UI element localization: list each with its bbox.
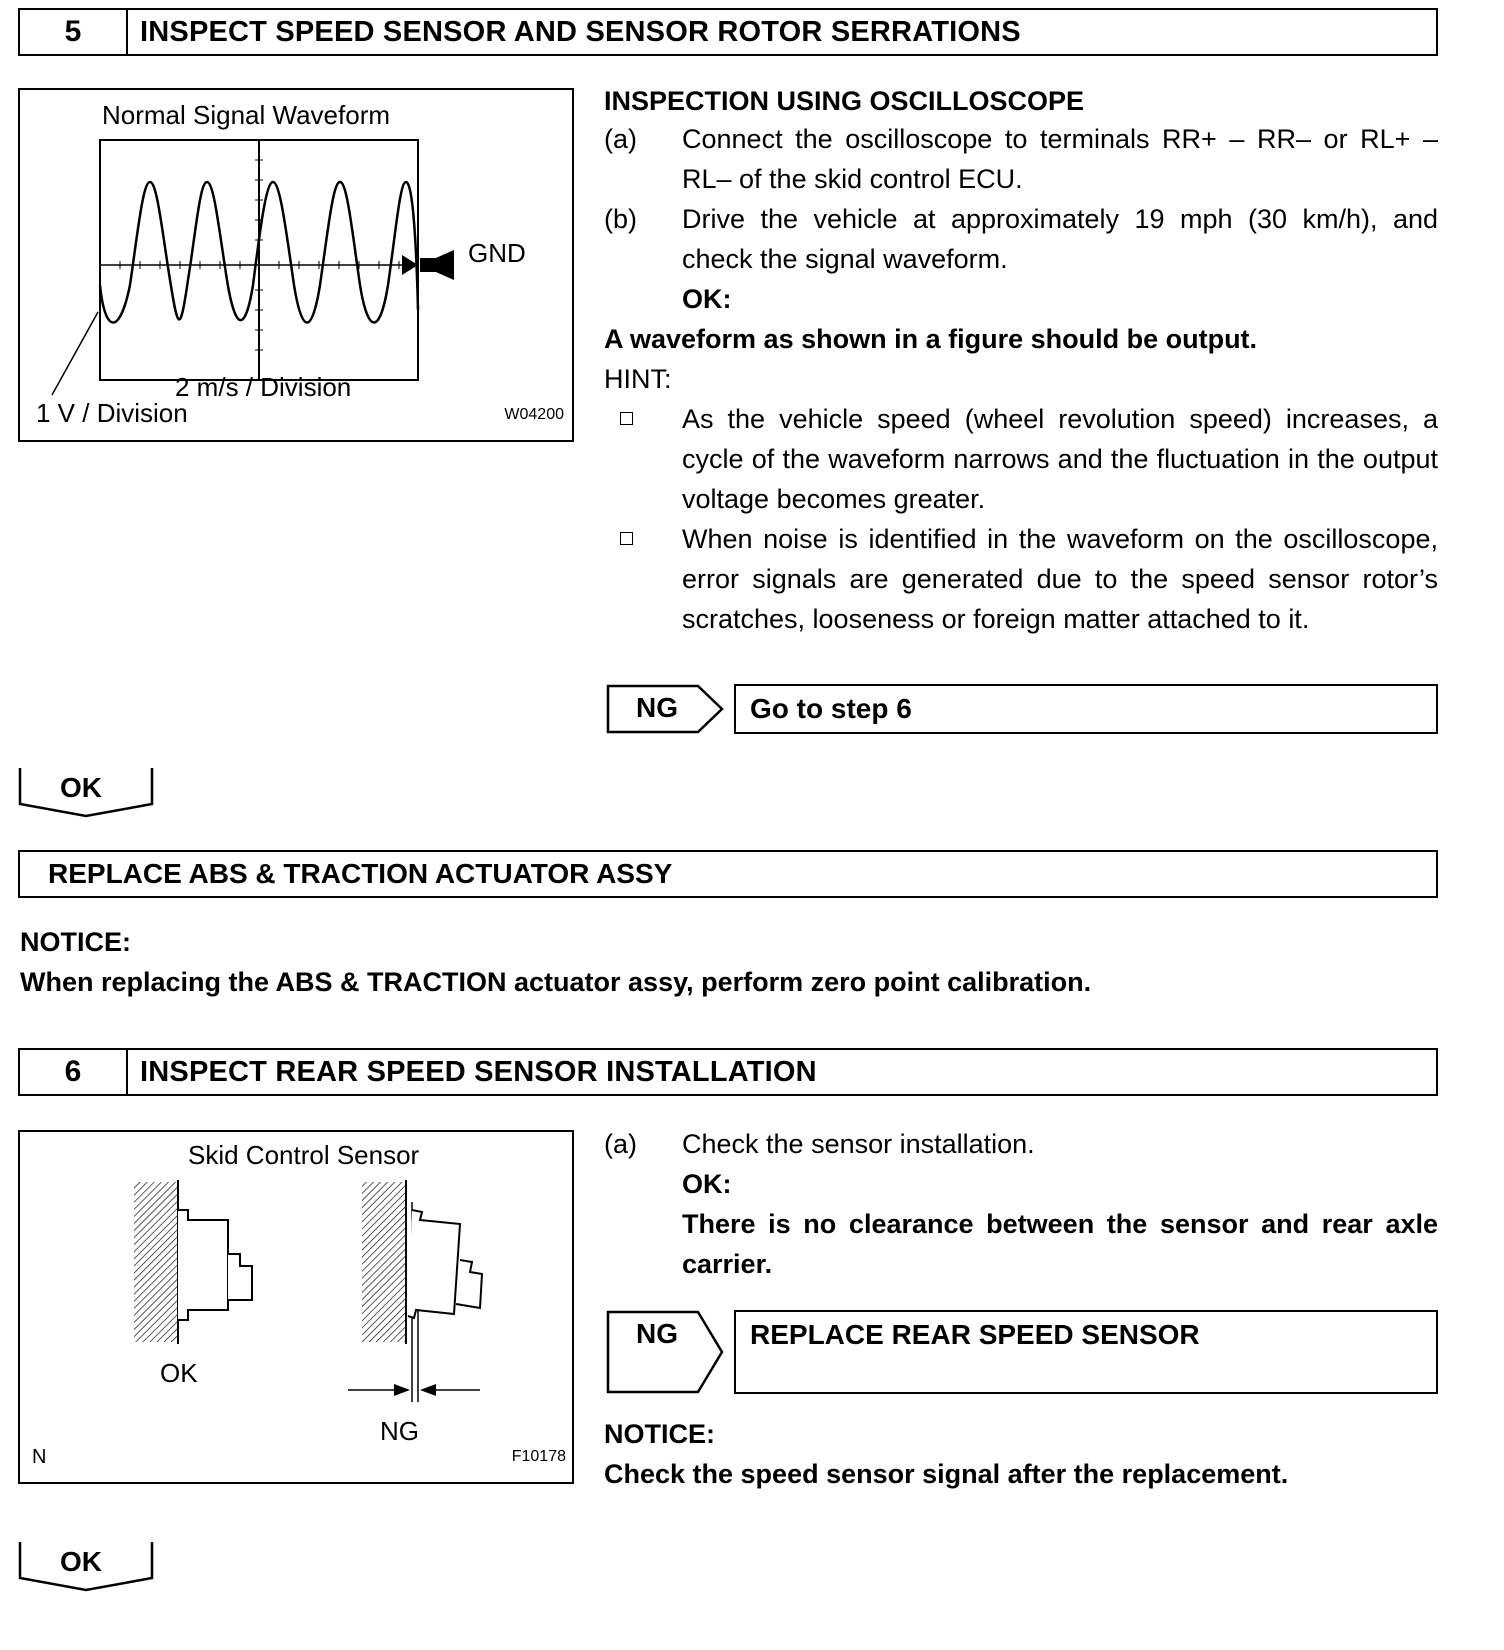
figure-code: W04200: [504, 406, 564, 423]
x-scale-label: 2 m/s / Division: [175, 372, 352, 402]
bullet-square-icon: [620, 412, 633, 425]
item-b-text: Drive the vehicle at approximately 19 mph (30 km/h), and check the signal waveform.: [682, 204, 1438, 274]
notice-text: Check the speed sensor signal after the replacement.: [604, 1459, 1289, 1489]
inspection-heading: INSPECTION USING OSCILLOSCOPE: [604, 86, 1085, 116]
step-title: INSPECT SPEED SENSOR AND SENSOR ROTOR SERRATIONS: [140, 15, 1021, 48]
ng-label: NG: [636, 1318, 678, 1349]
y-scale-label: 1 V / Division: [36, 398, 188, 428]
ng-figure-label: NG: [380, 1416, 419, 1446]
figure-title: Normal Signal Waveform: [102, 100, 391, 130]
notice-label: NOTICE:: [20, 927, 131, 957]
sensor-diagram: [20, 1132, 572, 1482]
ng-label: NG: [636, 692, 678, 723]
step-5-header: [18, 8, 1438, 56]
item-b-marker: (b): [604, 204, 637, 234]
ng-action-box: Go to step 6: [734, 684, 1438, 734]
corner-label: N: [32, 1446, 47, 1468]
notice-text: When replacing the ABS & TRACTION actuator assy, perform zero point calibration.: [20, 967, 1092, 997]
bullet-square-icon: [620, 532, 633, 545]
ok-flow-5: [18, 766, 154, 818]
replace-actuator-title: REPLACE ABS & TRACTION ACTUATOR ASSY: [48, 858, 673, 889]
replace-actuator-header: [18, 850, 1438, 898]
ok-criteria: A waveform as shown in a figure should be output.: [604, 324, 1258, 354]
figure-code: F10178: [511, 1448, 566, 1465]
item-a-text: Connect the oscilloscope to terminals RR+ – RR– or RL+ – RL– of the skid control ECU.: [682, 124, 1438, 194]
ng-action-box: REPLACE REAR SPEED SENSOR: [734, 1310, 1438, 1394]
step-title: INSPECT REAR SPEED SENSOR INSTALLATION: [140, 1055, 817, 1088]
step-number: 6: [20, 1050, 128, 1094]
step-number: 5: [20, 10, 128, 54]
ok-flow-6: [18, 1540, 154, 1592]
item-a-marker: (a): [604, 1129, 637, 1159]
ok-label: OK:: [682, 1169, 732, 1199]
ok-figure-label: OK: [160, 1358, 198, 1388]
gnd-label: GND: [468, 238, 526, 268]
sensor-figure: [18, 1130, 574, 1484]
hint-item-1: As the vehicle speed (wheel revolution speed) increases, a cycle of the waveform narrows and the fluctuation in the output voltage becomes greater.: [682, 404, 1438, 514]
ok-flow-label: OK: [60, 1546, 102, 1577]
notice-label: NOTICE:: [604, 1419, 715, 1449]
ok-criteria: There is no clearance between the sensor and rear axle carrier.: [682, 1209, 1438, 1279]
step-6-header: [18, 1048, 1438, 1096]
waveform-figure: [18, 88, 574, 442]
hint-label: HINT:: [604, 364, 672, 394]
item-a-marker: (a): [604, 124, 637, 154]
figure-title: Skid Control Sensor: [188, 1140, 420, 1170]
ok-label: OK:: [682, 284, 732, 314]
item-a-text: Check the sensor installation.: [682, 1129, 1035, 1159]
ok-flow-label: OK: [60, 772, 102, 803]
hint-item-2: When noise is identified in the waveform on the oscilloscope, error signals are generated due to the speed sensor rotor’s scratches, looseness or foreign matter attached to it.: [682, 524, 1438, 634]
